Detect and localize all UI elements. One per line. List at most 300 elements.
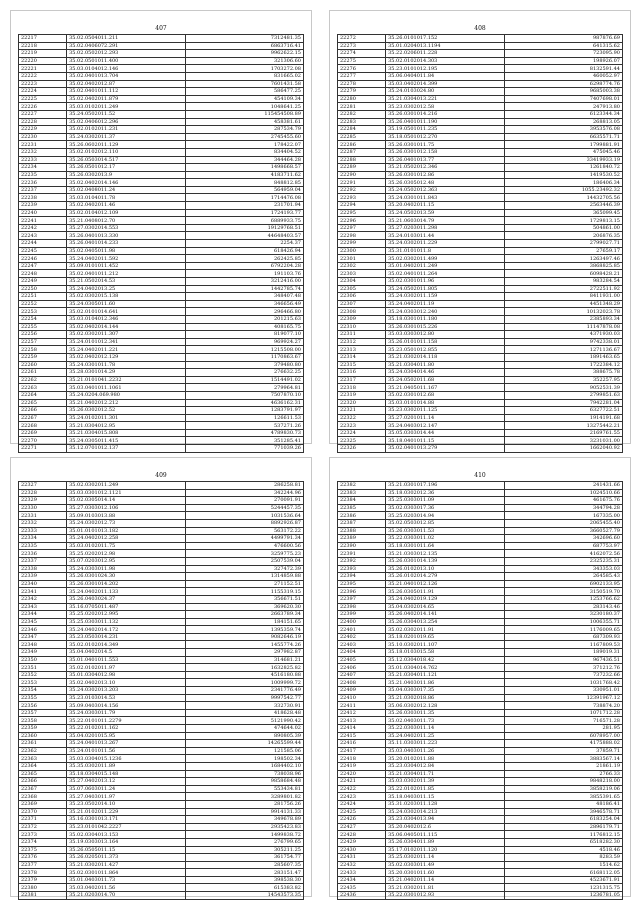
code-cell: 35.24.0303011.79 [67,709,185,717]
row-number-cell: 22366 [19,778,67,786]
table-row [19,429,304,437]
row-number-cell: 22302 [338,262,386,270]
code-cell: 35.02.0301012.68 [386,391,504,399]
table-row [19,391,304,399]
amount-cell: 2385893.34 [504,315,622,323]
table-row [338,57,623,65]
code-cell: 35.26.0301014.202 [67,580,185,588]
amount-cell: 504861.00 [504,224,622,232]
amount-cell: 167335.00 [504,512,622,520]
row-number-cell: 22319 [338,391,386,399]
table-row [19,217,304,225]
code-cell: 35.02.0504011.211 [67,35,185,43]
amount-cell: 1314859.88 [185,573,303,581]
row-number-cell: 22265 [19,399,67,407]
amount-cell: 6792204.28 [185,262,303,270]
table-row [19,80,304,88]
code-cell: 35.25.0202012.995 [67,611,185,619]
amount-cell: 408165.75 [185,323,303,331]
amount-cell: 6889933.75 [185,217,303,225]
amount-cell: 283143.46 [504,603,622,611]
code-cell: 35.02.0302011.249 [67,482,185,490]
row-number-cell: 22309 [338,315,386,323]
table-row [19,171,304,179]
code-cell: 35.21.0304011.80 [386,361,504,369]
table-row [19,110,304,118]
table-row [19,656,304,664]
row-number-cell: 22247 [19,262,67,270]
code-cell: 35.22.0102011.162 [67,725,185,733]
code-cell: 35.19.0501011.235 [386,126,504,134]
table-row [338,148,623,156]
code-cell: 35.24.0102011.301 [67,414,185,422]
amount-cell: 1714476.08 [185,194,303,202]
code-cell: 35.02.0402012.87 [67,80,185,88]
code-cell: 35.02.0102011.231 [67,126,185,134]
row-number-cell: 22233 [19,156,67,164]
amount-cell: 1729813.15 [504,217,622,225]
code-cell: 35.18.0401011.15 [386,437,504,445]
table-row [338,838,623,846]
table-row [19,88,304,96]
amount-cell: 6518282.30 [504,838,622,846]
row-number-cell: 22328 [19,489,67,497]
code-cell: 35.22.0303011.02 [386,535,504,543]
row-number-cell: 22426 [338,816,386,824]
row-number-cell: 22398 [338,603,386,611]
amount-cell: 1271136.67 [504,346,622,354]
code-cell: 35.18.0302012.36 [386,489,504,497]
table-row [338,361,623,369]
code-cell: 35.02.0401011.212 [67,270,185,278]
row-number-cell: 22282 [338,110,386,118]
code-cell: 35.11.0303011.223 [386,740,504,748]
amount-cell: 1455774.26 [185,641,303,649]
table-row [19,179,304,187]
code-cell: 35.20.0402012.6 [386,823,504,831]
table-row [19,65,304,73]
amount-cell: 1703272.08 [185,65,303,73]
code-cell: 35.26.0602011.129 [67,141,185,149]
code-cell: 35.25.0202012.98 [67,550,185,558]
code-cell: 35.21.0101041.2232 [67,376,185,384]
table-row [338,671,623,679]
amount-cell: 12391967.12 [504,694,622,702]
amount-cell: 618426.94 [185,247,303,255]
table-row [338,65,623,73]
amount-cell: 1722384.12 [504,361,622,369]
table-row [19,148,304,156]
code-cell: 35.21.0301017.196 [386,482,504,490]
row-number-cell: 22391 [338,550,386,558]
row-number-cell: 22415 [338,732,386,740]
table-row [338,823,623,831]
table-row [338,270,623,278]
amount-cell: 321306.60 [185,57,303,65]
table-row [19,35,304,43]
row-number-cell: 22299 [338,240,386,248]
amount-cell: 1514491.02 [185,376,303,384]
row-number-cell: 22416 [338,740,386,748]
table-row [19,747,304,755]
row-number-cell: 22380 [19,884,67,892]
table-row [19,626,304,634]
code-cell: 35.02.0401011.112 [67,88,185,96]
amount-cell: 1914191.68 [504,414,622,422]
row-number-cell: 22318 [338,384,386,392]
table-row [338,429,623,437]
table-row [338,603,623,611]
table-row [338,800,623,808]
code-cell: 35.24.0402019.129 [386,595,504,603]
row-number-cell: 22362 [19,747,67,755]
amount-cell: 1263497.46 [504,255,622,263]
row-number-cell: 22274 [338,50,386,58]
amount-cell: 474644.02 [185,725,303,733]
table-row [19,376,304,384]
table-row [19,664,304,672]
row-number-cell: 22218 [19,42,67,50]
row-number-cell: 22370 [19,808,67,816]
row-number-cell: 22246 [19,255,67,263]
row-number-cell: 22336 [19,550,67,558]
code-cell: 35.26.0101011.158 [386,338,504,346]
amount-cell: 9082646.19 [185,633,303,641]
row-number-cell: 22425 [338,808,386,816]
table-row [19,671,304,679]
amount-cell: 2325235.31 [504,557,622,565]
row-number-cell: 22283 [338,118,386,126]
amount-cell: 361754.77 [185,854,303,862]
code-cell: 35.21.0502014.53 [67,278,185,286]
row-number-cell: 22434 [338,876,386,884]
row-number-cell: 22409 [338,687,386,695]
amount-cell: 1155319.15 [185,588,303,596]
row-number-cell: 22375 [19,846,67,854]
code-cell: 35.03.0101014.88 [386,399,504,407]
code-cell: 35.26.0505011.15 [67,846,185,854]
code-cell: 35.27.0403011.97 [67,793,185,801]
row-number-cell: 22423 [338,793,386,801]
row-number-cell: 22322 [338,414,386,422]
amount-cell: 834404.52 [185,148,303,156]
table-row [338,808,623,816]
code-cell: 35.02.0301011.864 [67,869,185,877]
code-cell: 35.01.0402011.249 [386,262,504,270]
code-cell: 35.02.0102011.97 [67,664,185,672]
amount-cell: 983284.54 [504,278,622,286]
code-cell: 35.20.0102011.88 [386,755,504,763]
row-number-cell: 22264 [19,391,67,399]
table-row [338,278,623,286]
code-cell: 35.26.0301024.30 [67,573,185,581]
row-number-cell: 22295 [338,209,386,217]
amount-cell: 201215.63 [185,315,303,323]
code-cell: 35.24.0401013.267 [67,740,185,748]
code-cell: 35.02.0502012.293 [67,50,185,58]
row-number-cell: 22219 [19,50,67,58]
amount-cell: 3868825.85 [504,262,622,270]
table-row [19,323,304,331]
row-number-cell: 22401 [338,626,386,634]
table-row [338,641,623,649]
row-number-cell: 22341 [19,588,67,596]
page-number: 407 [155,25,167,32]
table-row [19,232,304,240]
code-cell: 35.26.0305011.91 [386,588,504,596]
table-row [19,331,304,339]
row-number-cell: 22259 [19,353,67,361]
table-row [338,649,623,657]
amount-cell: 348407.48 [185,293,303,301]
code-cell: 35.02.0501011.400 [67,57,185,65]
amount-cell: 178422.07 [185,141,303,149]
table-row [338,202,623,210]
table-row [338,793,623,801]
amount-cell: 1231315.75 [504,884,622,892]
code-cell: 35.25.0203014.94 [386,512,504,520]
row-number-cell: 22385 [338,504,386,512]
table-row [338,732,623,740]
code-cell: 35.26.0303011.53 [386,527,504,535]
table-row [19,445,304,453]
code-cell: 35.07.0603011.24 [67,785,185,793]
table-row [19,649,304,657]
code-cell: 35.02.0101014.641 [67,308,185,316]
table-row [19,884,304,892]
code-cell: 35.03.0102011.249 [67,103,185,111]
code-cell: 35.27.0303012.106 [67,504,185,512]
code-cell: 35.18.0501012.270 [386,133,504,141]
amount-cell: 4371930.03 [504,331,622,339]
amount-cell: 2766.33 [504,770,622,778]
row-number-cell: 22323 [338,422,386,430]
code-cell: 35.03.0403011.26 [386,747,504,755]
table-row [338,611,623,619]
table-row [338,308,623,316]
code-cell: 35.21.0303012.135 [386,550,504,558]
amount-cell: 186406.34 [504,179,622,187]
amount-cell: 19129768.51 [185,224,303,232]
table-row [338,171,623,179]
row-number-cell: 22329 [19,497,67,505]
table-row [19,247,304,255]
row-number-cell: 22300 [338,247,386,255]
row-number-cell: 22406 [338,664,386,672]
amount-cell: 264585.43 [504,573,622,581]
code-cell: 35.24.0502011.805 [386,285,504,293]
row-number-cell: 22217 [19,35,67,43]
row-number-cell: 22262 [19,376,67,384]
code-cell: 35.27.0203011.298 [386,224,504,232]
code-cell: 35.03.0401011.1061 [67,384,185,392]
amount-cell: 247913.80 [504,103,622,111]
table-row [19,687,304,695]
row-number-cell: 22418 [338,755,386,763]
code-cell: 35.26.0101017.152 [386,35,504,43]
amount-cell: 461675.76 [504,497,622,505]
row-number-cell: 22285 [338,133,386,141]
row-number-cell: 22404 [338,649,386,657]
amount-cell: 848812.85 [185,179,303,187]
row-number-cell: 22359 [19,725,67,733]
row-number-cell: 22330 [19,504,67,512]
amount-cell: 198502.34 [185,755,303,763]
row-number-cell: 22278 [338,80,386,88]
amount-cell: 3946578.71 [504,808,622,816]
table-row [338,384,623,392]
row-number-cell: 22273 [338,42,386,50]
data-table [18,34,304,453]
table-row [338,618,623,626]
amount-cell: 967436.51 [504,656,622,664]
code-cell: 35.19.0303013.164 [67,838,185,846]
row-number-cell: 22288 [338,156,386,164]
table-row [19,838,304,846]
amount-cell: 6298774.76 [504,80,622,88]
row-number-cell: 22229 [19,126,67,134]
code-cell: 35.24.0302011.159 [386,293,504,301]
amount-cell: 4523671.91 [504,876,622,884]
amount-cell: 9685003.38 [504,88,622,96]
code-cell: 35.04.0201015.95 [67,732,185,740]
amount-cell: 296466.80 [185,308,303,316]
code-cell: 35.28.0301014.29 [67,369,185,377]
code-cell: 35.01.0401011.553 [67,656,185,664]
amount-cell: 184151.65 [185,618,303,626]
code-cell: 35.26.0401011.190 [386,118,504,126]
row-number-cell: 22310 [338,323,386,331]
code-cell: 35.22.0102011.85 [386,785,504,793]
table-row [19,709,304,717]
code-cell: 35.16.0705011.487 [67,603,185,611]
table-row [19,702,304,710]
amount-cell: 285607.35 [185,861,303,869]
row-number-cell: 22424 [338,800,386,808]
table-row [19,497,304,505]
row-number-cell: 22284 [338,126,386,134]
table-row [338,740,623,748]
code-cell: 35.02.0402013.10 [67,679,185,687]
amount-cell: 349678.89 [185,816,303,824]
row-number-cell: 22379 [19,876,67,884]
amount-cell: 2896179.71 [504,823,622,831]
table-row [19,240,304,248]
code-cell: 35.09.0103013.88 [67,512,185,520]
amount-cell: 1253766.62 [504,595,622,603]
table-row [19,270,304,278]
code-cell: 35.26.0402014.141 [386,611,504,619]
amount-cell: 351285.41 [185,437,303,445]
row-number-cell: 22374 [19,838,67,846]
code-cell: 35.01.0304014.762 [386,664,504,672]
amount-cell: 327472.39 [185,565,303,573]
code-cell: 35.24.0502011.68 [386,376,504,384]
row-number-cell: 22354 [19,687,67,695]
code-cell: 35.07.0203012.95 [67,557,185,565]
table-row [338,550,623,558]
row-number-cell: 22235 [19,171,67,179]
code-cell: 35.09.0101011.452 [67,262,185,270]
code-cell: 35.18.0103015.58 [386,649,504,657]
row-number-cell: 22275 [338,57,386,65]
table-row [338,565,623,573]
amount-cell: 21861.19 [504,762,622,770]
amount-cell: 475045.46 [504,148,622,156]
amount-cell: 771039.26 [185,445,303,453]
amount-cell: 6168112.05 [504,869,622,877]
row-number-cell: 22394 [338,573,386,581]
table-row [19,224,304,232]
table-row [338,747,623,755]
amount-cell: 14543573.35 [185,892,303,900]
amount-cell: 206876.35 [504,232,622,240]
code-cell: 35.02.0406072.291 [67,42,185,50]
table-row [338,285,623,293]
code-cell: 35.03.0104012.346 [67,315,185,323]
amount-cell: 14432705.56 [504,194,622,202]
table-row [19,565,304,573]
row-number-cell: 22289 [338,164,386,172]
row-number-cell: 22222 [19,72,67,80]
code-cell: 35.24.0101011.56 [67,747,185,755]
code-cell: 35.24.0303012.240 [386,308,504,316]
table-row [19,550,304,558]
row-number-cell: 22345 [19,618,67,626]
amount-cell: 2065455.40 [504,519,622,527]
table-row [19,262,304,270]
row-number-cell: 22314 [338,353,386,361]
table-row [338,194,623,202]
table-row [19,800,304,808]
code-cell: 35.24.0402011.592 [67,255,185,263]
code-cell: 35.24.0403012.147 [386,422,504,430]
code-cell: 35.26.0401014.233 [67,240,185,248]
row-number-cell: 22226 [19,103,67,111]
code-cell: 35.21.0304011.121 [386,671,504,679]
code-cell: 35.02.0503012.85 [386,519,504,527]
row-number-cell: 22241 [19,217,67,225]
row-number-cell: 22331 [19,512,67,520]
code-cell: 35.26.0304013.254 [386,618,504,626]
row-number-cell: 22252 [19,300,67,308]
amount-cell: 4516180.88 [185,671,303,679]
table-row [338,338,623,346]
table-row [338,512,623,520]
page-410 [329,457,631,897]
row-number-cell: 22384 [338,497,386,505]
amount-cell: 9914131.33 [185,808,303,816]
table-row [19,527,304,535]
row-number-cell: 22400 [338,618,386,626]
amount-cell: 615383.82 [185,884,303,892]
amount-cell: 6863716.41 [185,42,303,50]
table-row [338,133,623,141]
row-number-cell: 22280 [338,95,386,103]
row-number-cell: 22343 [19,603,67,611]
amount-cell: 737232.66 [504,671,622,679]
row-number-cell: 22342 [19,595,67,603]
code-cell: 35.26.0401013.77 [386,156,504,164]
amount-cell: 1167809.53 [504,641,622,649]
table-row [19,557,304,565]
table-row [19,361,304,369]
table-row [338,232,623,240]
code-cell: 35.09.0403014.156 [67,702,185,710]
table-row [19,255,304,263]
code-cell: 35.18.0201019.65 [386,633,504,641]
table-row [338,186,623,194]
